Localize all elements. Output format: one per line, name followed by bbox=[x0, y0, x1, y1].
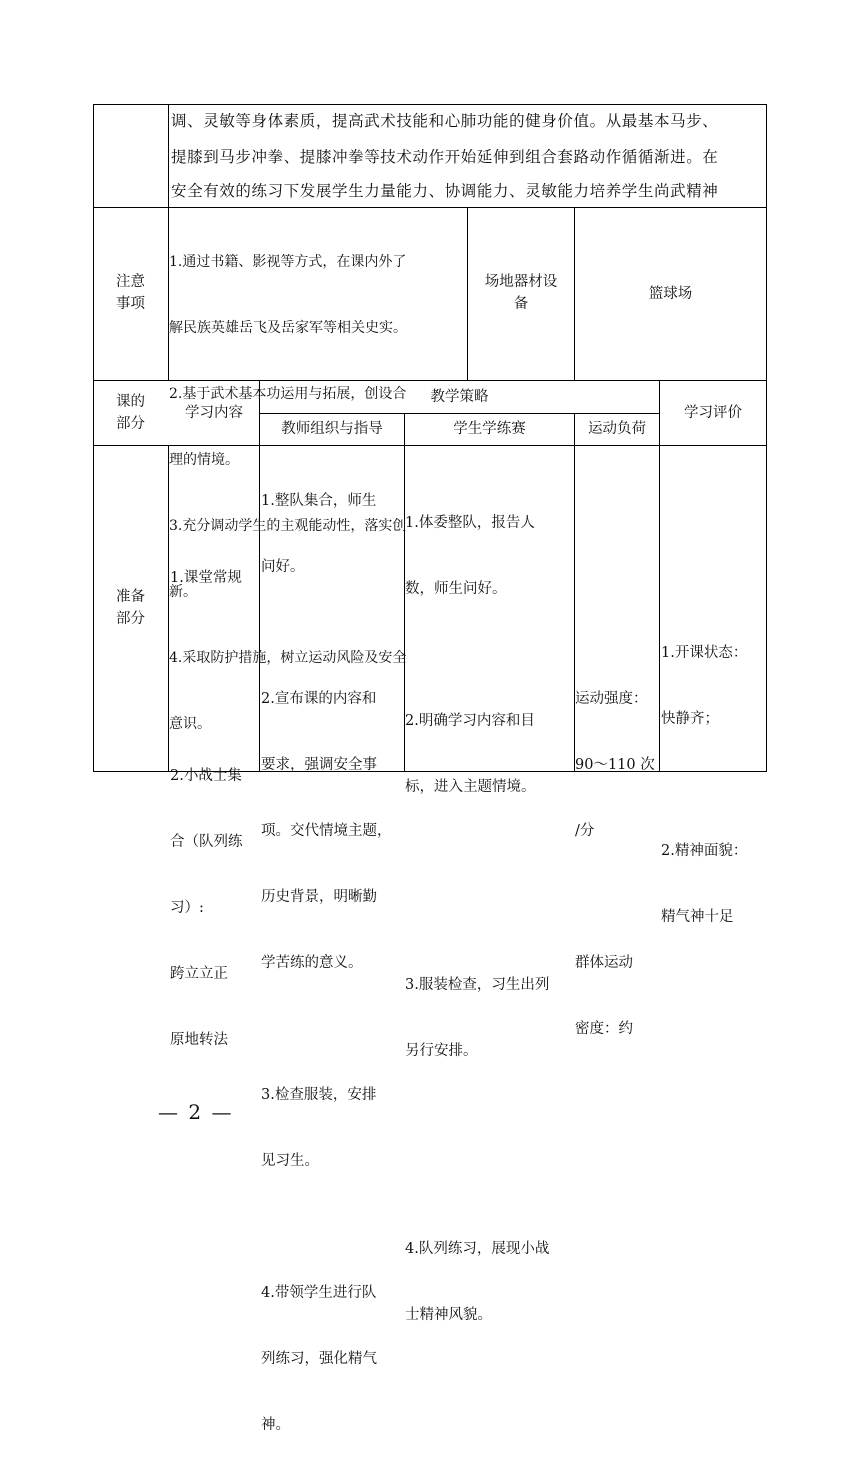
prep-teacher-line bbox=[261, 1018, 392, 1040]
notes-line: 解民族英雄岳飞及岳家军等相关史实。 bbox=[169, 320, 407, 336]
prep-teacher bbox=[261, 446, 392, 1480]
notes-label: 注意 事项 bbox=[116, 274, 145, 312]
header-content: 学习内容 bbox=[185, 405, 243, 421]
prep-load bbox=[575, 644, 655, 1084]
intro-line: 提膝到马步冲拳、提膝冲拳等技术动作开始延伸到组合套路动作循循渐进。在 bbox=[171, 148, 719, 166]
prep-content-line bbox=[170, 633, 243, 655]
prep-teacher-line: 要求，强调安全事 bbox=[261, 757, 377, 773]
prep-teacher-line: 项。交代情境主题， bbox=[261, 823, 392, 839]
notes-line: 3.充分调动学生的主观能动性，落实创 bbox=[169, 518, 407, 534]
prep-evaluation-line: 精气神十足 bbox=[661, 909, 734, 925]
prep-teacher-line: 1.整队集合，师生 bbox=[261, 493, 377, 509]
prep-student-line bbox=[405, 644, 549, 666]
prep-teacher-line: 历史背景，明晰勤 bbox=[261, 889, 377, 905]
venue-label: 场地器材设 备 bbox=[484, 274, 558, 312]
prep-teacher-line: 学苦练的意义。 bbox=[261, 955, 363, 971]
rule-top bbox=[93, 104, 767, 105]
prep-teacher-line bbox=[261, 1216, 392, 1238]
prep-student-line: 数，师生问好。 bbox=[405, 581, 507, 597]
prep-student-line: 标，进入主题情境。 bbox=[405, 779, 536, 795]
notes-line: 2.基于武术基本功运用与拓展，创设合 bbox=[169, 386, 407, 402]
rule-load-col bbox=[659, 380, 660, 772]
notes-line: 4.采取防护措施，树立运动风险及安全 bbox=[169, 650, 407, 666]
prep-teacher-line: 2.宣布课的内容和 bbox=[261, 691, 377, 707]
prep-content-line: 习）: bbox=[170, 900, 204, 916]
prep-teacher-line: 列练习，强化精气 bbox=[261, 1351, 377, 1367]
prep-load-line: /分 bbox=[575, 823, 595, 839]
prep-student-line: 另行安排。 bbox=[405, 1043, 478, 1059]
intro-line: 安全有效的练习下发展学生力量能力、协调能力、灵敏能力培养学生尚武精神 bbox=[171, 182, 719, 200]
prep-student bbox=[405, 468, 549, 1370]
prep-teacher-line: 3.检查服装，安排 bbox=[261, 1087, 377, 1103]
prep-load-line: 密度：约 bbox=[575, 1021, 633, 1037]
header-evaluation: 学习评价 bbox=[684, 405, 742, 421]
header-strategy: 教学策略 bbox=[430, 389, 489, 405]
prep-content-line: 2.小战士集 bbox=[170, 768, 242, 784]
prep-student-line: 3.服装检查，习生出列 bbox=[405, 977, 550, 993]
intro-line: 调、灵敏等身体素质，提高武术技能和心肺功能的健身价值。从最基本马步、 bbox=[171, 112, 719, 130]
notes-line: 意识。 bbox=[169, 716, 211, 732]
header-load: 运动负荷 bbox=[588, 421, 646, 437]
rule-left bbox=[93, 104, 94, 772]
page-number: — 2 — bbox=[158, 1100, 234, 1124]
rule-right bbox=[766, 104, 767, 772]
prep-content-line: 跨立立正 bbox=[170, 966, 228, 982]
prep-content bbox=[170, 523, 243, 1095]
prep-student-line bbox=[405, 842, 549, 864]
prep-student-line: 士精神风貌。 bbox=[405, 1307, 492, 1323]
venue-value: 篮球场 bbox=[648, 286, 693, 302]
prep-content-line: 原地转法 bbox=[170, 1032, 228, 1048]
prep-student-line bbox=[405, 908, 549, 930]
prep-part-label: 准备 部分 bbox=[116, 589, 145, 627]
prep-teacher-line: 4.带领学生进行队 bbox=[261, 1285, 377, 1301]
notes-line: 1.通过书籍、影视等方式，在课内外了 bbox=[169, 254, 407, 270]
prep-content-line: 1.课堂常规 bbox=[170, 570, 242, 586]
prep-student-line bbox=[405, 1106, 549, 1128]
prep-evaluation-line: 快静齐； bbox=[661, 711, 719, 727]
header-part: 课的 部分 bbox=[116, 394, 145, 432]
prep-evaluation bbox=[661, 598, 747, 972]
prep-evaluation-line: 1.开课状态： bbox=[661, 645, 748, 661]
prep-content-line: 合（队列练 bbox=[170, 834, 243, 850]
prep-load-line: 群体运动 bbox=[575, 955, 633, 971]
prep-student-line: 2.明确学习内容和目 bbox=[405, 713, 535, 729]
prep-teacher-line: 见习生。 bbox=[261, 1153, 319, 1169]
prep-teacher-line: 问好。 bbox=[261, 559, 305, 575]
prep-load-line: 90～110 次 bbox=[575, 757, 655, 773]
prep-teacher-line bbox=[261, 622, 392, 644]
notes-line: 新。 bbox=[169, 584, 197, 600]
prep-evaluation-line: 2.精神面貌： bbox=[661, 843, 748, 859]
prep-evaluation-line bbox=[661, 774, 747, 796]
prep-student-line: 4.队列练习，展现小战 bbox=[405, 1241, 550, 1257]
header-teacher: 教师组织与指导 bbox=[281, 421, 383, 437]
notes-line: 理的情境。 bbox=[169, 452, 239, 468]
header-student: 学生学练赛 bbox=[453, 421, 526, 437]
prep-student-line: 1.体委整队，报告人 bbox=[405, 515, 535, 531]
prep-student-line bbox=[405, 1172, 549, 1194]
prep-load-line bbox=[575, 886, 655, 908]
prep-load-line: 运动强度： bbox=[575, 691, 648, 707]
prep-teacher-line: 神。 bbox=[261, 1417, 290, 1433]
prep-content-line bbox=[170, 699, 243, 721]
